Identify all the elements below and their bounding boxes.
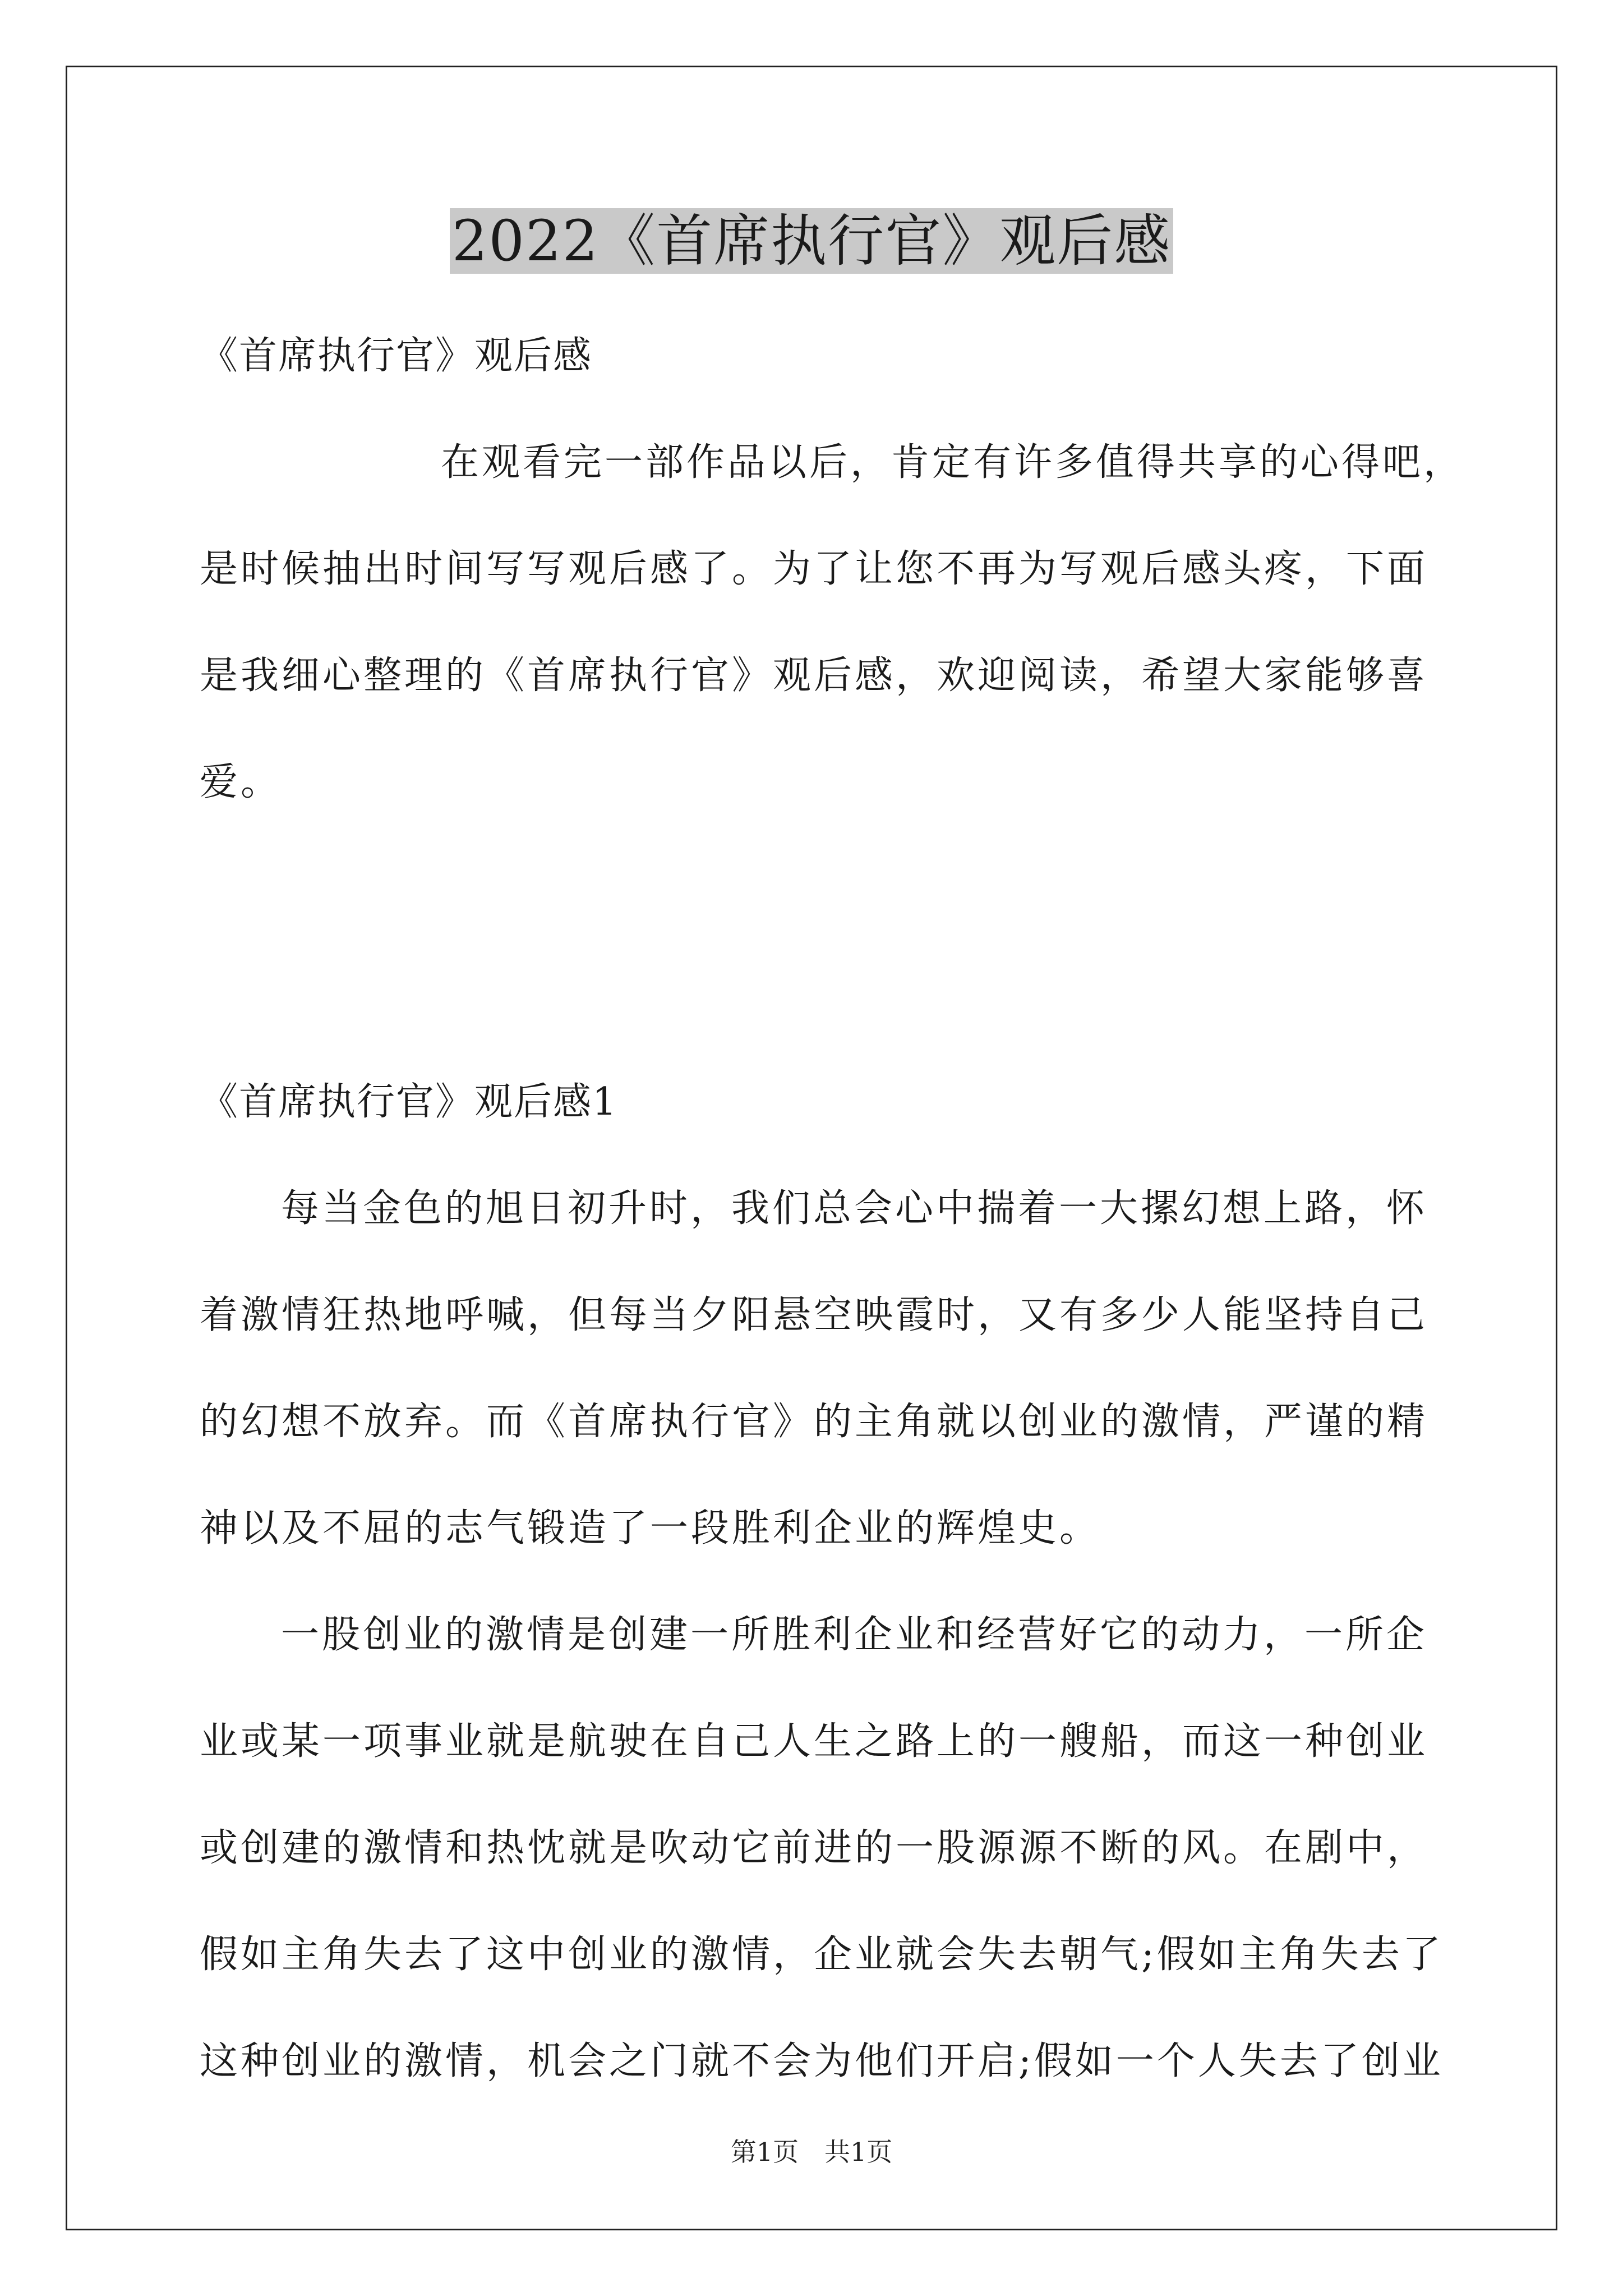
paragraph-line: 是我细心整理的《首席执行官》观后感，欢迎阅读，希望大家能够喜 (200, 654, 1428, 698)
paragraph-line: 着激情狂热地呼喊，但每当夕阳悬空映霞时，又有多少人能坚持自己 (200, 1293, 1428, 1337)
paragraph-line: 业或某一项事业就是航驶在自己人生之路上的一艘船，而这一种创业 (200, 1719, 1428, 1764)
document-body (200, 303, 1465, 2115)
paragraph-line: 或创建的激情和热忱就是吹动它前进的一股源源不断的风。在剧中， (200, 1826, 1428, 1870)
section-heading: 《首席执行官》观后感1 (200, 1080, 618, 1124)
page-footer: 第1页 共1页 (730, 2137, 893, 2167)
intro-heading: 《首席执行官》观后感 (200, 334, 593, 378)
paragraph-line: 是时候抽出时间写写观后感了。为了让您不再为写观后感头疼，下面 (200, 547, 1428, 591)
paragraph-line: 每当金色的旭日初升时，我们总会心中揣着一大摞幻想上路，怀 (281, 1186, 1428, 1231)
paragraph-line: 爱。 (200, 760, 282, 804)
document-title (0, 202, 1623, 293)
paragraph-line: 一股创业的激情是创建一所胜利企业和经营好它的动力，一所企 (281, 1613, 1428, 1657)
paragraph-2 (200, 1582, 1444, 2115)
paragraph-line: 在观看完一部作品以后，肯定有许多值得共享的心得吧， (441, 440, 1465, 485)
section-spacer (200, 836, 1433, 1049)
paragraph-line: 的幻想不放弃。而《首席执行官》的主角就以创业的激情，严谨的精 (200, 1400, 1428, 1444)
document-title-text: 2022《首席执行官》观后感 (450, 208, 1174, 274)
paragraph-1 (200, 1156, 1433, 1582)
intro-paragraph (200, 409, 1465, 836)
paragraph-line: 这种创业的激情，机会之门就不会为他们开启;假如一个人失去了创业 (200, 2039, 1444, 2083)
paragraph-line: 神以及不屈的志气锻造了一段胜利企业的辉煌史。 (200, 1506, 1101, 1550)
paragraph-line: 假如主角失去了这中创业的激情，企业就会失去朝气;假如主角失去了 (200, 1932, 1444, 1977)
